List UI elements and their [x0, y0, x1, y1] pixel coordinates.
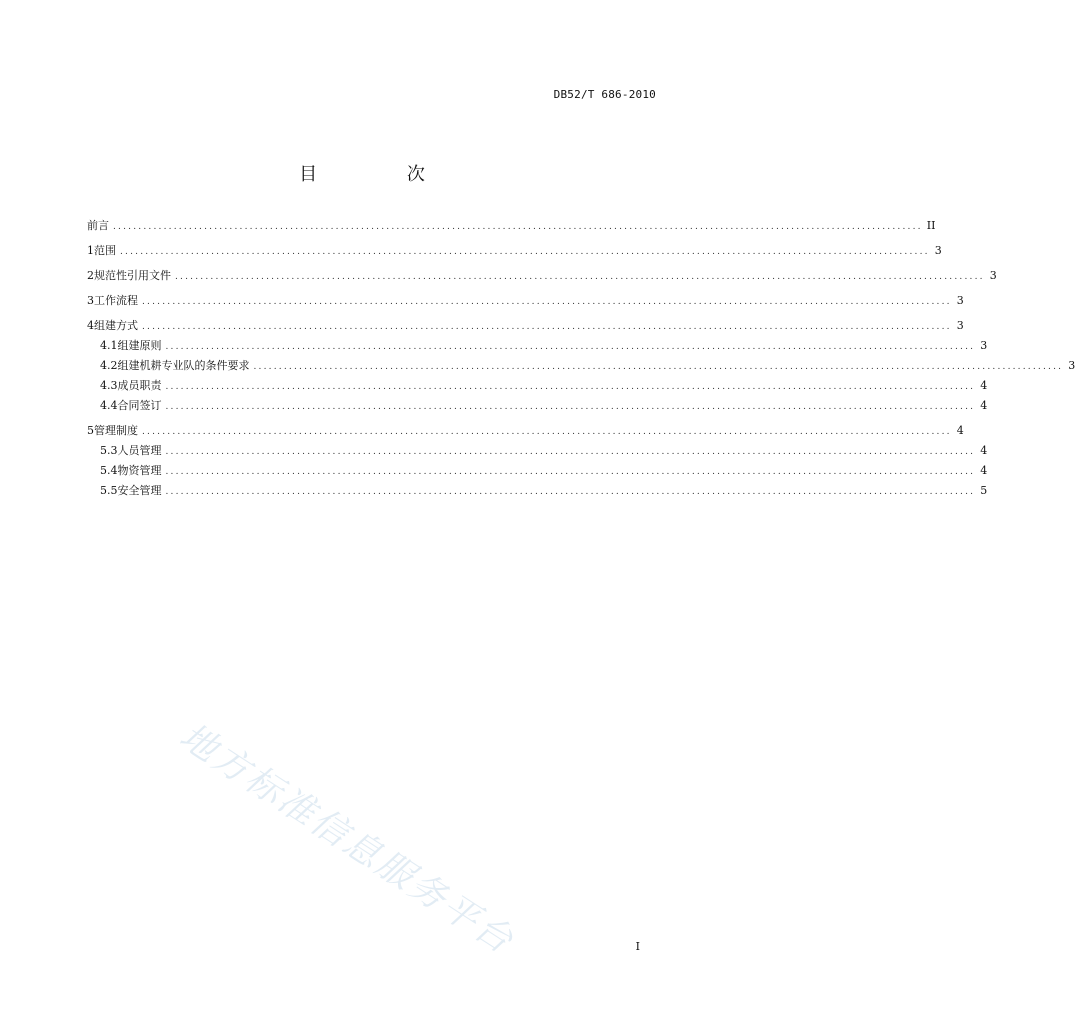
toc-entry-4-2[interactable]	[87, 356, 1075, 376]
toc-number: 2	[87, 269, 94, 282]
toc-leader: ................................................................................................................................................................	[175, 272, 985, 282]
toc-page: 3	[934, 244, 942, 257]
toc-page: II	[926, 219, 936, 232]
toc-entry-4-3[interactable]	[87, 376, 988, 396]
toc-entry-2[interactable]	[87, 266, 997, 286]
toc-entry-4-1[interactable]	[87, 336, 988, 356]
toc-number: 5.3	[100, 444, 118, 457]
toc-entry-4-4[interactable]	[87, 396, 988, 416]
toc-page: 5	[980, 484, 988, 497]
toc-entry-5-5[interactable]	[87, 481, 988, 501]
document-code: DB52/T 686-2010	[553, 88, 656, 101]
table-of-contents	[87, 216, 1075, 501]
toc-number: 4.1	[100, 339, 118, 352]
toc-leader: ................................................................................................................................................................	[165, 447, 976, 457]
toc-number: 4.2	[100, 359, 118, 372]
toc-page: 3	[980, 339, 988, 352]
toc-entry-1[interactable]	[87, 241, 942, 261]
toc-leader: ................................................................................................................................................................	[120, 247, 930, 257]
toc-label: 物资管理	[117, 464, 162, 477]
toc-page: 4	[956, 424, 964, 437]
toc-leader: ................................................................................................................................................................	[113, 222, 923, 232]
toc-leader: ................................................................................................................................................................	[142, 427, 952, 437]
toc-number: 5	[87, 424, 94, 437]
toc-label: 前言	[87, 219, 109, 232]
toc-label: 合同签订	[117, 399, 162, 412]
toc-leader: ................................................................................................................................................................	[253, 362, 1064, 372]
toc-page: 4	[980, 464, 988, 477]
toc-leader: ................................................................................................................................................................	[165, 487, 976, 497]
page-title: 目 次	[299, 164, 467, 185]
toc-leader: ................................................................................................................................................................	[142, 297, 952, 307]
toc-page: 3	[1068, 359, 1075, 372]
toc-number: 1	[87, 244, 94, 257]
toc-leader: ................................................................................................................................................................	[165, 382, 976, 392]
toc-entry-3[interactable]	[87, 291, 964, 311]
toc-page: 3	[989, 269, 997, 282]
toc-label: 人员管理	[117, 444, 162, 457]
toc-number: 3	[87, 294, 94, 307]
toc-page: 4	[980, 399, 988, 412]
toc-leader: ................................................................................................................................................................	[165, 342, 976, 352]
toc-entry-5-3[interactable]	[87, 441, 988, 461]
toc-label: 组建机耕专业队的条件要求	[117, 359, 250, 372]
toc-label: 规范性引用文件	[94, 269, 171, 282]
toc-label: 组建原则	[117, 339, 162, 352]
toc-leader: ................................................................................................................................................................	[142, 322, 952, 332]
toc-leader: ................................................................................................................................................................	[165, 467, 976, 477]
toc-number: 4	[87, 319, 94, 332]
toc-page: 3	[956, 294, 964, 307]
toc-label: 组建方式	[94, 319, 138, 332]
toc-label: 安全管理	[117, 484, 162, 497]
toc-label: 范围	[94, 244, 116, 257]
toc-page: 3	[956, 319, 964, 332]
toc-label: 成员职责	[117, 379, 162, 392]
toc-page: 4	[980, 444, 988, 457]
toc-label: 管理制度	[94, 424, 138, 437]
watermark: 地方标准信息服务平台	[172, 715, 522, 963]
toc-number: 4.4	[100, 399, 118, 412]
toc-leader: ................................................................................................................................................................	[165, 402, 976, 412]
toc-entry-4[interactable]	[87, 316, 964, 336]
toc-entry-5[interactable]	[87, 421, 964, 441]
toc-number: 5.5	[100, 484, 118, 497]
toc-number: 4.3	[100, 379, 118, 392]
toc-label: 工作流程	[94, 294, 138, 307]
toc-number: 5.4	[100, 464, 118, 477]
page-number: I	[635, 940, 640, 953]
toc-entry-foreword[interactable]	[87, 216, 936, 236]
toc-entry-5-4[interactable]	[87, 461, 988, 481]
toc-page: 4	[980, 379, 988, 392]
